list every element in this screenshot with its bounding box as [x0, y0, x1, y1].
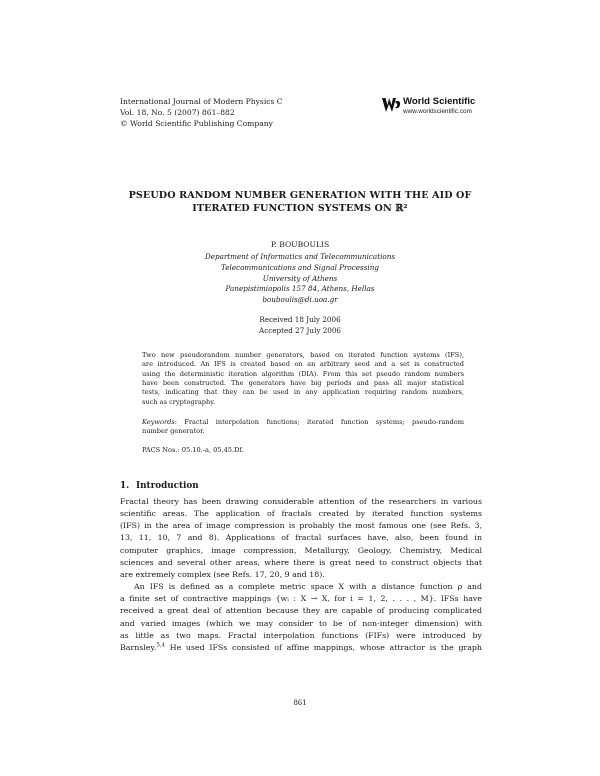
section-title: Introduction — [136, 481, 199, 491]
body-line: (IFS) in the area of image compression is probably the most famous one (see Refs. 3, — [120, 521, 482, 531]
keywords — [142, 418, 464, 437]
journal-header — [120, 96, 360, 129]
body-line: scientific areas. The application of fractals created by iterated function systems — [120, 509, 482, 519]
citation-superscript: 5,4 — [156, 642, 166, 649]
affiliation-line: Panepistimiopolis 157 84, Athens, Hellas — [225, 284, 375, 294]
affiliation-line: Department of Informatics and Telecommunications — [204, 252, 396, 261]
section-heading — [120, 480, 199, 492]
body-line: Fractal theory has been drawing considerable attention of the researchers in various — [120, 497, 482, 506]
title-line-2: ITERATED FUNCTION SYSTEMS ON ℝ² — [192, 203, 408, 214]
body-line: received a great deal of attention because they are capable of producing complicated — [120, 606, 482, 616]
body-line: and varied images (which we may consider to be of non-integer dimension) with — [120, 618, 482, 628]
dates-block — [200, 315, 400, 336]
pacs-numbers: PACS Nos.: 05.10.-a, 05.45.Df. — [142, 446, 244, 454]
body-line: sciences and several other areas, where there is great need to construct objects that — [120, 557, 482, 567]
affiliation-line: University of Athens — [262, 273, 338, 283]
author-name: P. BOUBOULIS — [270, 240, 330, 249]
section-number: 1. — [120, 481, 130, 491]
body-line: An IFS is defined as a complete metric space X with a distance function ρ and — [134, 582, 482, 592]
keywords-line: number generator. — [142, 427, 205, 436]
body-line: as little as two maps. Fractal interpolation functions (FIFs) were introduced by — [120, 630, 482, 640]
body-line: a finite set of contractive mappings {wᵢ : X → X, for i = 1, 2, . . . , M}. IFSs have — [120, 594, 482, 604]
logo-tagline: www.worldscientific.com — [403, 108, 472, 115]
abstract-line: tests, indicating that they can be used in any application requiring random numbers, — [142, 388, 464, 397]
logo-wordmark: World Scientific — [403, 96, 476, 107]
publisher-logo — [381, 96, 481, 122]
abstract — [142, 351, 464, 407]
author-email: bouboulis@di.uoa.gr — [262, 295, 338, 305]
paper-title — [100, 189, 500, 215]
journal-name: International Journal of Modern Physics C — [120, 97, 283, 106]
received-date: Received 18 July 2006 — [259, 315, 341, 324]
abstract-line: are introduced. An IFS is created based on an arbitrary seed and a set is constructed — [142, 360, 464, 369]
journal-volume: Vol. 18, No. 5 (2007) 861–882 — [120, 108, 235, 117]
keywords-text: : Fractal interpolation functions; iterated function systems; pseudo-random — [174, 418, 464, 426]
keywords-line — [142, 418, 464, 427]
body-text-prefix: Barnsley. — [120, 642, 157, 652]
world-scientific-logo-icon — [381, 96, 401, 114]
title-line-1: PSEUDO RANDOM NUMBER GENERATION WITH THE AID OF — [128, 190, 472, 201]
body-line: computer graphics, image compression, Metallurgy, Geology, Chemistry, Medical — [120, 545, 482, 555]
accepted-date: Accepted 27 July 2006 — [259, 325, 341, 335]
abstract-line: using the deterministic iteration algorithm (DIA). From this set pseudo random numbers — [142, 369, 464, 378]
abstract-line: have been constructed. The generators have big periods and pass all major statistical — [142, 379, 464, 388]
copyright-line: © World Scientific Publishing Company — [120, 119, 273, 128]
abstract-line: Two new pseudorandom number generators, based on iterated function systems (IFS), — [142, 351, 464, 359]
body-text-tail: He used IFSs consisted of affine mappings, whose attractor is the graph — [169, 642, 482, 652]
affiliation-line: Telecommunications and Signal Processing — [221, 262, 379, 272]
body-line: 13, 11, 10, 7 and 8). Applications of fractal surfaces have, also, been found in — [120, 533, 482, 543]
body-text — [120, 496, 482, 654]
page-number: 861 — [293, 699, 307, 707]
body-line: are extremely complex (see Refs. 17, 20, 9 and 18). — [120, 569, 325, 579]
affiliation-block — [150, 252, 450, 306]
body-line — [120, 642, 482, 654]
abstract-line: such as cryptography. — [142, 397, 216, 406]
keywords-label: Keywords — [142, 418, 175, 426]
